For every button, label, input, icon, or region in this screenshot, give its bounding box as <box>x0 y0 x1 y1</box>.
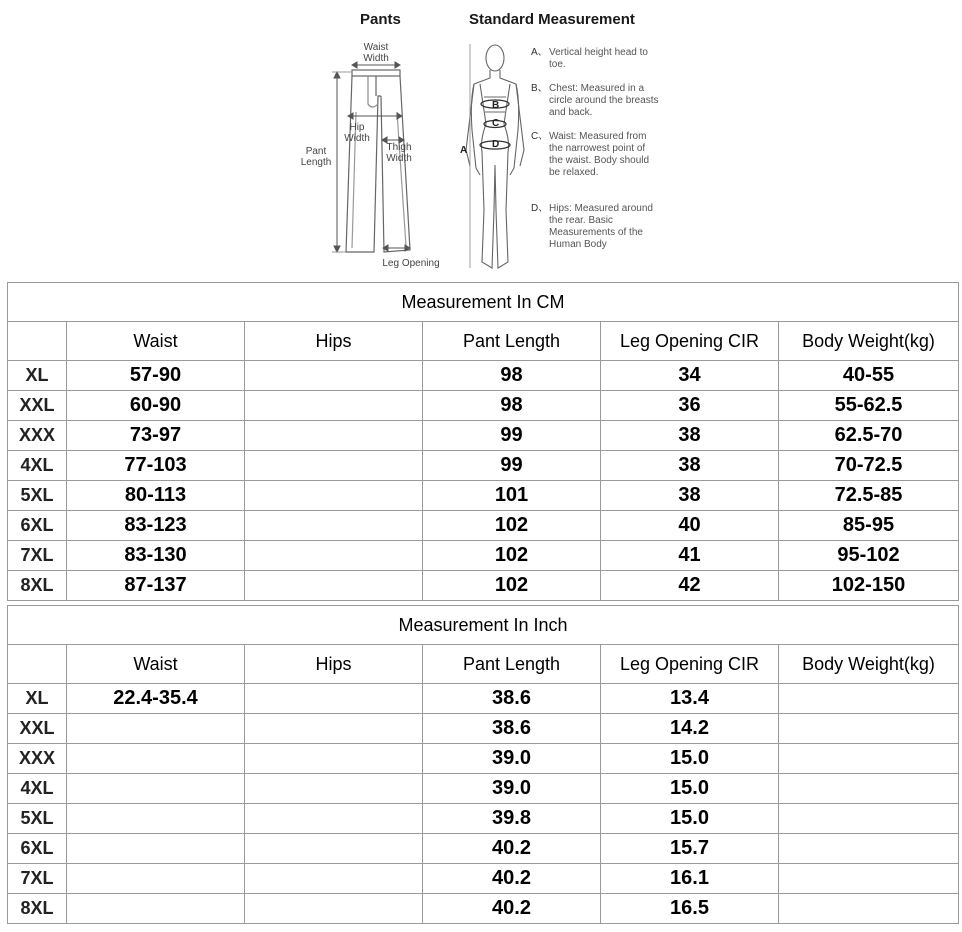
size-label: XL <box>8 361 67 391</box>
size-label: 7XL <box>8 864 67 894</box>
table-cell: 22.4-35.4 <box>67 684 245 714</box>
diagram-illustrations <box>0 0 962 280</box>
header-cell: Leg Opening CIR <box>601 322 779 361</box>
header-cell <box>8 645 67 684</box>
table-row <box>8 361 959 391</box>
table-cell <box>779 834 959 864</box>
header-cell <box>8 322 67 361</box>
table-row <box>8 714 959 744</box>
table-cell <box>779 744 959 774</box>
note-b-key: B、 <box>531 83 548 94</box>
table-cell: 72.5-85 <box>779 481 959 511</box>
table-cell: 95-102 <box>779 541 959 571</box>
table-row <box>8 864 959 894</box>
note-b <box>531 83 659 119</box>
header-cell: Waist <box>67 645 245 684</box>
table-row <box>8 834 959 864</box>
table-cell: 40.2 <box>423 834 601 864</box>
inch-table-body <box>8 684 959 924</box>
header-cell: Hips <box>245 322 423 361</box>
table-row <box>8 684 959 714</box>
table-cell: 60-90 <box>67 391 245 421</box>
cm-size-table <box>7 282 959 601</box>
table-cell: 102 <box>423 541 601 571</box>
table-cell: 38.6 <box>423 714 601 744</box>
table-cell <box>67 714 245 744</box>
body-label-b: B <box>492 100 500 111</box>
table-cell: 16.1 <box>601 864 779 894</box>
leg-opening-label: Leg Opening <box>382 258 440 269</box>
size-label: 7XL <box>8 541 67 571</box>
table-cell: 102 <box>423 571 601 601</box>
table-row <box>8 571 959 601</box>
table-row <box>8 774 959 804</box>
table-cell <box>67 744 245 774</box>
size-label: 8XL <box>8 894 67 924</box>
table-row <box>8 451 959 481</box>
note-d-text: Hips: Measured around the rear. Basic Measurements of the Human Body <box>549 203 653 250</box>
table-cell: 41 <box>601 541 779 571</box>
table-row <box>8 894 959 924</box>
hip-width-label: Hip Width <box>344 122 370 144</box>
table-cell: 15.7 <box>601 834 779 864</box>
note-c <box>531 131 659 179</box>
table-cell <box>67 804 245 834</box>
table-cell <box>779 864 959 894</box>
size-label: XL <box>8 684 67 714</box>
table-row <box>8 481 959 511</box>
table-cell: 40.2 <box>423 894 601 924</box>
note-c-key: C、 <box>531 131 549 142</box>
table-cell: 55-62.5 <box>779 391 959 421</box>
table-cell <box>67 864 245 894</box>
size-label: 5XL <box>8 804 67 834</box>
table-cell: 15.0 <box>601 774 779 804</box>
waist-width-label: Waist Width <box>363 42 389 64</box>
header-cell: Pant Length <box>423 322 601 361</box>
body-label-c: C <box>492 118 500 129</box>
table-cell <box>245 894 423 924</box>
size-label: XXX <box>8 744 67 774</box>
table-row <box>8 391 959 421</box>
inch-table-title: Measurement In Inch <box>8 606 959 645</box>
size-label: XXX <box>8 421 67 451</box>
note-a <box>531 47 659 71</box>
table-cell: 87-137 <box>67 571 245 601</box>
table-cell: 38 <box>601 481 779 511</box>
table-cell <box>245 421 423 451</box>
header-cell: Pant Length <box>423 645 601 684</box>
table-cell: 98 <box>423 391 601 421</box>
table-cell: 38 <box>601 421 779 451</box>
table-cell <box>245 744 423 774</box>
inch-size-table <box>7 605 959 924</box>
pants-title: Pants <box>360 11 401 28</box>
table-cell: 34 <box>601 361 779 391</box>
table-cell: 16.5 <box>601 894 779 924</box>
table-cell <box>245 481 423 511</box>
table-cell: 39.0 <box>423 774 601 804</box>
header-cell: Body Weight(kg) <box>779 645 959 684</box>
table-row <box>8 541 959 571</box>
body-silhouette <box>466 45 524 268</box>
table-cell <box>245 714 423 744</box>
note-b-text: Chest: Measured in a circle around the breasts and back. <box>549 83 659 118</box>
size-label: 5XL <box>8 481 67 511</box>
table-cell <box>245 541 423 571</box>
standard-measurement-title: Standard Measurement <box>469 11 635 28</box>
table-cell <box>245 451 423 481</box>
size-label: 8XL <box>8 571 67 601</box>
table-cell: 101 <box>423 481 601 511</box>
table-cell: 77-103 <box>67 451 245 481</box>
header-cell: Waist <box>67 322 245 361</box>
table-cell: 15.0 <box>601 744 779 774</box>
size-label: 6XL <box>8 834 67 864</box>
inch-header-row <box>8 645 959 684</box>
table-cell: 62.5-70 <box>779 421 959 451</box>
table-cell <box>779 684 959 714</box>
table-cell <box>245 864 423 894</box>
table-cell <box>245 774 423 804</box>
table-cell <box>67 774 245 804</box>
table-cell: 83-130 <box>67 541 245 571</box>
table-row <box>8 744 959 774</box>
note-a-key: A、 <box>531 47 548 58</box>
table-cell: 57-90 <box>67 361 245 391</box>
table-cell <box>779 804 959 834</box>
pant-length-label: Pant Length <box>300 146 332 168</box>
table-cell: 73-97 <box>67 421 245 451</box>
note-c-text: Waist: Measured from the narrowest point of the waist. Body should be relaxed. <box>549 131 650 178</box>
table-cell <box>779 774 959 804</box>
table-cell: 40-55 <box>779 361 959 391</box>
header-cell: Leg Opening CIR <box>601 645 779 684</box>
table-row <box>8 421 959 451</box>
table-cell: 40 <box>601 511 779 541</box>
table-cell: 102-150 <box>779 571 959 601</box>
header-cell: Hips <box>245 645 423 684</box>
table-cell <box>245 571 423 601</box>
size-label: 4XL <box>8 451 67 481</box>
table-cell <box>67 834 245 864</box>
table-row <box>8 511 959 541</box>
cm-header-row <box>8 322 959 361</box>
table-cell: 42 <box>601 571 779 601</box>
note-d-key: D、 <box>531 203 549 214</box>
size-label: XXL <box>8 714 67 744</box>
table-cell: 38 <box>601 451 779 481</box>
table-cell: 83-123 <box>67 511 245 541</box>
table-cell <box>245 684 423 714</box>
table-cell <box>245 511 423 541</box>
table-cell: 102 <box>423 511 601 541</box>
table-cell: 15.0 <box>601 804 779 834</box>
measurement-diagram <box>0 0 962 280</box>
body-label-a: A <box>460 145 468 156</box>
table-cell: 85-95 <box>779 511 959 541</box>
thigh-width-label: Thigh Width <box>386 142 412 164</box>
table-cell: 39.0 <box>423 744 601 774</box>
table-cell: 70-72.5 <box>779 451 959 481</box>
cm-table-title: Measurement In CM <box>8 283 959 322</box>
table-cell <box>245 391 423 421</box>
table-cell: 38.6 <box>423 684 601 714</box>
table-cell: 39.8 <box>423 804 601 834</box>
table-cell: 13.4 <box>601 684 779 714</box>
table-row <box>8 804 959 834</box>
size-label: 6XL <box>8 511 67 541</box>
table-cell <box>67 894 245 924</box>
cm-table-body <box>8 361 959 601</box>
table-cell: 98 <box>423 361 601 391</box>
body-label-d: D <box>492 139 500 150</box>
table-cell: 36 <box>601 391 779 421</box>
size-label: 4XL <box>8 774 67 804</box>
header-cell: Body Weight(kg) <box>779 322 959 361</box>
size-label: XXL <box>8 391 67 421</box>
note-d <box>531 203 659 251</box>
table-cell: 14.2 <box>601 714 779 744</box>
table-cell <box>245 361 423 391</box>
table-cell: 80-113 <box>67 481 245 511</box>
table-cell <box>245 834 423 864</box>
note-a-text: Vertical height head to toe. <box>549 47 648 70</box>
table-cell <box>779 894 959 924</box>
table-cell: 99 <box>423 451 601 481</box>
table-cell <box>779 714 959 744</box>
table-cell: 40.2 <box>423 864 601 894</box>
table-cell <box>245 804 423 834</box>
table-cell: 99 <box>423 421 601 451</box>
